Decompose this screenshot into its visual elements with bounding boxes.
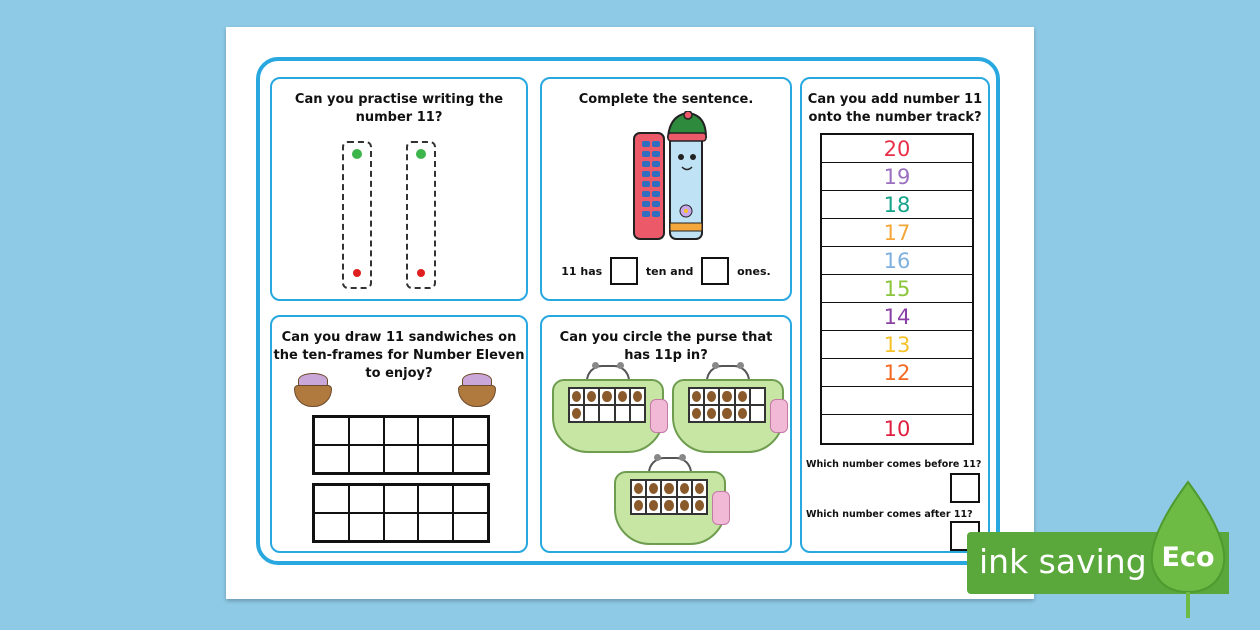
start-dot-icon [352, 149, 362, 159]
panel-title [272, 91, 526, 127]
number-eleven-character-icon [630, 111, 712, 243]
track-cell-13: 13 [822, 331, 972, 359]
title-line: Can you circle the purse that [559, 330, 773, 345]
track-cell-17: 17 [822, 219, 972, 247]
panel-title [542, 329, 790, 365]
track-cell-16: 16 [822, 247, 972, 275]
track-cell-20: 20 [822, 135, 972, 163]
panel-sandwiches [270, 315, 528, 553]
ten-frame[interactable] [312, 483, 490, 543]
tracing-strip[interactable] [342, 141, 372, 289]
title-line: Can you add number 11 [807, 92, 983, 107]
title-line: onto the number track? [808, 110, 982, 125]
title-line: number 11? [355, 110, 443, 125]
track-cell-14: 14 [822, 303, 972, 331]
track-cell-18: 18 [822, 191, 972, 219]
title-line: has 11p in? [624, 348, 708, 363]
panel-practise-writing [270, 77, 528, 301]
title-line: Can you draw 11 sandwiches on [281, 330, 517, 345]
purse-option-c[interactable] [614, 465, 726, 545]
purse-option-a[interactable] [552, 373, 664, 453]
ones-answer-box[interactable] [701, 257, 729, 285]
question-after: Which number comes after 11? [806, 509, 973, 520]
sentence-text: ones. [737, 264, 771, 278]
purse-option-b[interactable] [672, 373, 784, 453]
ten-frame[interactable] [312, 415, 490, 475]
track-cell-12: 12 [822, 359, 972, 387]
number-track [820, 133, 974, 445]
track-cell-19: 19 [822, 163, 972, 191]
title-line: to enjoy? [365, 366, 433, 381]
tens-answer-box[interactable] [610, 257, 638, 285]
tracing-strip[interactable] [406, 141, 436, 289]
worksheet-page [226, 27, 1034, 599]
title-line: the ten-frames for Number Eleven [273, 348, 525, 363]
panel-title [802, 91, 988, 127]
eco-leaf-icon [1143, 480, 1233, 620]
panel-complete-sentence [540, 77, 792, 301]
track-cell-blank[interactable] [822, 387, 972, 415]
sentence-text: 11 has [561, 264, 603, 278]
sentence-line [542, 257, 790, 285]
track-cell-10: 10 [883, 417, 911, 441]
ink-saving-label: ink saving [979, 542, 1147, 581]
title-line: Can you practise writing the [294, 92, 504, 107]
panel-title: Complete the sentence. [578, 92, 754, 107]
end-dot-icon [417, 269, 425, 277]
sentence-text: ten and [645, 264, 694, 278]
picnic-basket-icon [294, 373, 332, 407]
track-cell-15: 15 [822, 275, 972, 303]
picnic-basket-icon [458, 373, 496, 407]
start-dot-icon [416, 149, 426, 159]
panel-number-track [800, 77, 990, 553]
eco-label: Eco [1161, 542, 1215, 573]
question-before: Which number comes before 11? [806, 459, 982, 470]
before-answer-box[interactable] [950, 473, 980, 503]
panel-purses [540, 315, 792, 553]
end-dot-icon [353, 269, 361, 277]
